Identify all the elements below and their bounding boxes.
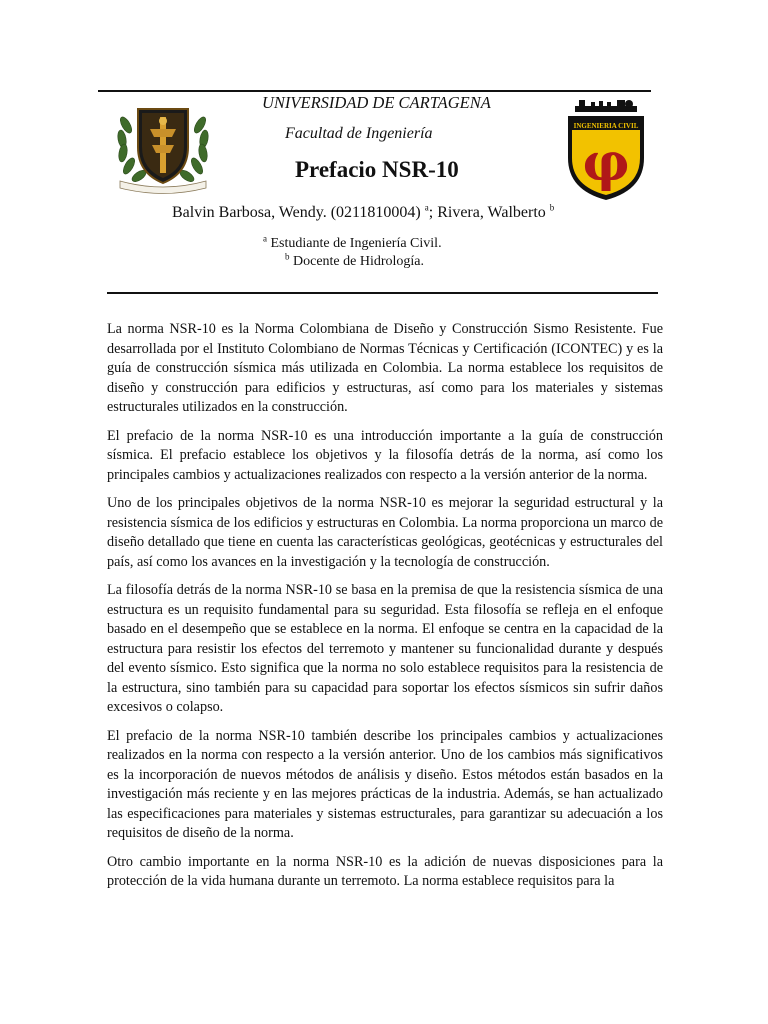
engineering-shield-icon bbox=[563, 98, 649, 202]
affiliation-b-text: Docente de Hidrología. bbox=[293, 254, 425, 269]
affiliation-b bbox=[285, 251, 425, 270]
body-paragraph: El prefacio de la norma NSR-10 es una introducción importante a la guía de construcción sísmica. El prefacio establece los objetivos y la filosofía detrás de la norma, así como los principales cambios y actualizaciones realizados con respecto a la versión anterior de la norma. bbox=[107, 427, 663, 483]
body-paragraph: Uno de los principales objetivos de la norma NSR-10 es mejorar la seguridad estructural y la resistencia sísmica de los edificios y estructuras en Colombia. La norma proporciona un marco de diseño detallado que tiene en cuenta las características geológicas, geotécnicas y estructurales del país, así como los avances en la investigación y la tecnología de construcción. bbox=[107, 495, 663, 570]
shield-phi-symbol: φ bbox=[582, 132, 630, 193]
affiliation-a bbox=[263, 233, 442, 252]
author-primary: Balvin Barbosa, Wendy. (0211810004) bbox=[172, 204, 421, 221]
author-sup-a: a bbox=[424, 202, 429, 213]
university-crest-icon bbox=[112, 95, 214, 197]
header-bottom-rule bbox=[107, 292, 658, 294]
body-paragraph: La filosofía detrás de la norma NSR-10 se basa en la premisa de que la resistencia sísmica de una estructura es un requisito fundamental para su seguridad. Esta filosofía se refleja en el enfoque basado en el desempeño que se establece en la norma. El enfoque se centra en la capacidad de la estructura para resistir los efectos del terremoto y mantener su funcionalidad durante y después del evento sísmico. Esto significa que la norma no solo establece requisitos para la resistencia de la estructura, sino también para su capacidad para soportar los efectos sísmicos sin sufrir daños excesivos o colapso. bbox=[107, 582, 663, 715]
shield-banner-text: INGENIERIA CIVIL bbox=[573, 122, 639, 130]
header-top-rule bbox=[98, 90, 651, 92]
body-paragraph: Otro cambio importante en la norma NSR-10 es la adición de nuevas disposiciones para la protección de la vida humana durante un terremoto. La norma establece requisitos para la bbox=[107, 853, 663, 889]
affiliation-a-text: Estudiante de Ingeniería Civil. bbox=[270, 236, 442, 251]
faculty-name: Facultad de Ingeniería bbox=[285, 125, 433, 142]
body-paragraph: La norma NSR-10 es la Norma Colombiana de Diseño y Construcción Sismo Resistente. Fue desarrollada por el Instituto Colombiano de Normas Técnicas y Certificación (ICONTEC) y es la guía de construcción sísmica más utilizada en Colombia. La norma establece los requisitos de diseño y construcción para edificios y estructuras, así como para los materiales y sistemas estructurales utilizados en la construcción. bbox=[107, 321, 663, 415]
document-body bbox=[107, 320, 663, 901]
author-secondary: ; Rivera, Walberto bbox=[428, 204, 546, 221]
affiliation-a-mark: a bbox=[263, 233, 267, 244]
author-sup-b: b bbox=[549, 202, 555, 213]
university-name: UNIVERSIDAD DE CARTAGENA bbox=[262, 93, 491, 112]
authors-line bbox=[172, 204, 554, 222]
body-paragraph: El prefacio de la norma NSR-10 también describe los principales cambios y actualizaciones realizados en la norma con respecto a la versión anterior. Uno de los cambios más significativos es la incorporación de nuevos métodos de análisis y diseño. Estos métodos están basados en la investigación más reciente y en las mejores prácticas de la industria. Además, se han actualizado las especificaciones para materiales y sistemas estructurales, para garantizar su adecuación a los requisitos de diseño de la norma. bbox=[107, 727, 663, 841]
affiliation-b-mark: b bbox=[285, 251, 290, 262]
document-title: Prefacio NSR-10 bbox=[295, 157, 459, 182]
